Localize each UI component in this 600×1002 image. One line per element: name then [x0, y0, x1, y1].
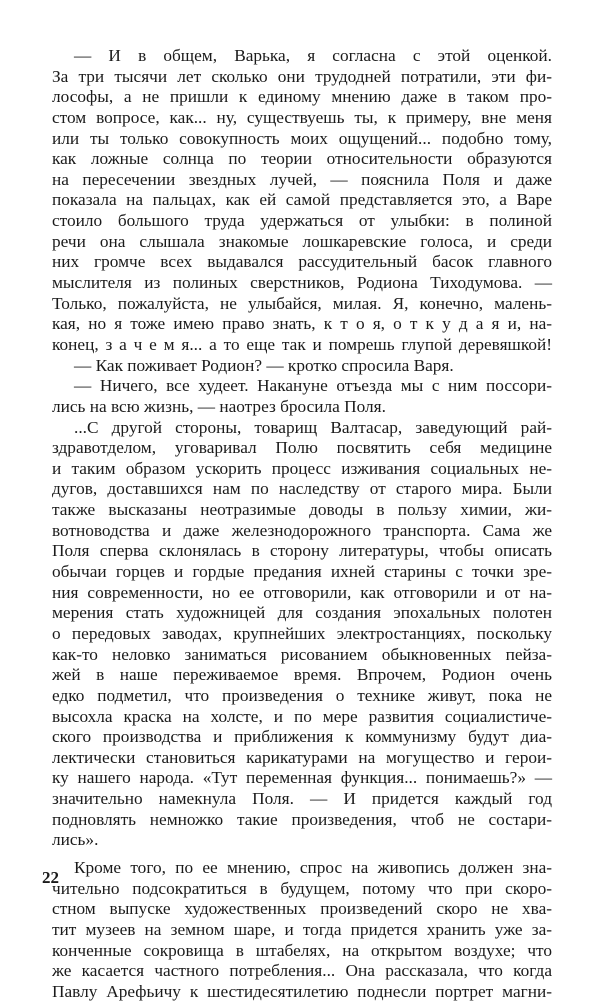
- text-line: — Ничего, все худеет. Накануне отъезда мы с ним поссори-: [74, 376, 552, 396]
- text-line: кая, но я тоже имею право знать, к т о я, о т к у д а я и, на-: [52, 314, 552, 334]
- text-line: конец, з а ч е м я... а то еще так и помрешь глупой деревяшкой!: [52, 334, 552, 354]
- text-line: как-то неловко заниматься рисованием обыкновенных пейза-: [52, 644, 552, 664]
- text-line: чительно подсократиться в будущем, потому что при скоро-: [52, 878, 552, 898]
- text-line: же касается частного потребления... Она рассказала, что когда: [52, 961, 552, 981]
- text-line: ...С другой стороны, товарищ Валтасар, заведующий рай-: [74, 417, 552, 437]
- text-line: ку нашего народа. «Тут переменная функция... понимаешь?» —: [52, 768, 552, 788]
- text-line: высохла краска на холсте, и по мере развития социалистиче-: [52, 706, 552, 726]
- paragraph-4: [52, 418, 552, 851]
- text-line: показала на пальцах, как ей самой представляется это, а Варе: [52, 190, 552, 210]
- text-line: и таким образом ускорить процесс изживания социальных не-: [52, 458, 552, 478]
- text-line: них громче всех выдавался рассудительный басок главного: [52, 252, 552, 272]
- paragraph-5: [52, 858, 552, 1002]
- text-line: Павлу Арефьичу к шестидесятилетию поднесли портрет магни-: [52, 981, 552, 1001]
- text-line: — Как поживает Родион? — кротко спросила Варя.: [74, 355, 454, 375]
- text-line: лософы, а не пришли к единому мнению даже в таком про-: [52, 87, 552, 107]
- text-line: лись».: [52, 830, 99, 850]
- paragraph-1: [52, 46, 552, 356]
- paragraph-gap: [52, 851, 552, 858]
- text-line: За три тысячи лет сколько они трудодней потратили, эти фи-: [52, 66, 552, 86]
- text-line: речи она слышала знакомые лошкаревские голоса, и среди: [52, 231, 552, 251]
- text-line: также высказаны неотразимые доводы в пользу химии, жи-: [52, 500, 552, 520]
- text-line: подновлять немножко такие произведения, чтоб не состари-: [52, 809, 552, 829]
- text-line: обычаи горцев и гордые предания ихней старины с точки зре-: [52, 562, 552, 582]
- text-line: здравотделом, уговаривал Полю посвятить себя медицине: [52, 438, 552, 458]
- text-line: на пересечении звездных лучей, — пояснила Поля и даже: [52, 169, 552, 189]
- text-line: едко подметил, что произведения о технике живут, пока не: [52, 685, 552, 705]
- text-line: лектически становиться карикатурами на могущество и герои-: [52, 747, 552, 767]
- text-line: значительно намекнула Поля. — И придется каждый год: [52, 789, 552, 809]
- text-line: вотноводства и даже железнодорожного транспорта. Сама же: [52, 520, 552, 540]
- paragraph-2: [52, 356, 552, 377]
- text-line: стном выпуске художественных произведений скоро не хва-: [52, 899, 552, 919]
- paragraph-3: [52, 376, 552, 417]
- text-line: мыслителя из полиных сверстников, Родиона Тиходумова. —: [52, 273, 552, 293]
- text-line: Только, пожалуйста, не улыбайся, милая. Я, конечно, малень-: [52, 293, 552, 313]
- text-line: стом вопросе, как... ну, существуешь ты, к примеру, вне меня: [52, 107, 552, 127]
- text-line: тит музеев на земном шаре, и тогда придется хранить уже за-: [52, 919, 552, 939]
- page-number: 22: [42, 868, 59, 887]
- text-line: или ты только совокупность моих ощущений... подобно тому,: [52, 128, 552, 148]
- text-line: ского производства и приближения к коммунизму будут диа-: [52, 727, 552, 747]
- text-line: Кроме того, по ее мнению, спрос на живопись должен зна-: [74, 857, 552, 877]
- body-text: [52, 46, 552, 1002]
- text-line: лись на всю жизнь, — наотрез бросила Поля.: [52, 396, 386, 416]
- text-line: Поля сперва склонялась в сторону литературы, чтобы описать: [52, 541, 552, 561]
- text-line: конченные сокровища в штабелях, на открытом воздухе; что: [52, 940, 552, 960]
- text-line: ния современности, но ее отговорили, как отговорили и от на-: [52, 582, 552, 602]
- text-line: мерения стать художницей для создания эпохальных полотен: [52, 603, 552, 623]
- text-line: как ложные солнца по теории относительности образуются: [52, 149, 552, 169]
- text-line: стоило большого труда удержаться от улыбки: в полиной: [52, 211, 552, 231]
- text-line: жей в наше переживаемое время. Впрочем, Родион очень: [52, 665, 552, 685]
- text-line: дугов, доставшихся нам по наследству от старого мира. Были: [52, 479, 552, 499]
- text-line: о передовых заводах, крупнейших электростанциях, поскольку: [52, 623, 552, 643]
- text-line: — И в общем, Варька, я согласна с этой оценкой.: [74, 46, 552, 65]
